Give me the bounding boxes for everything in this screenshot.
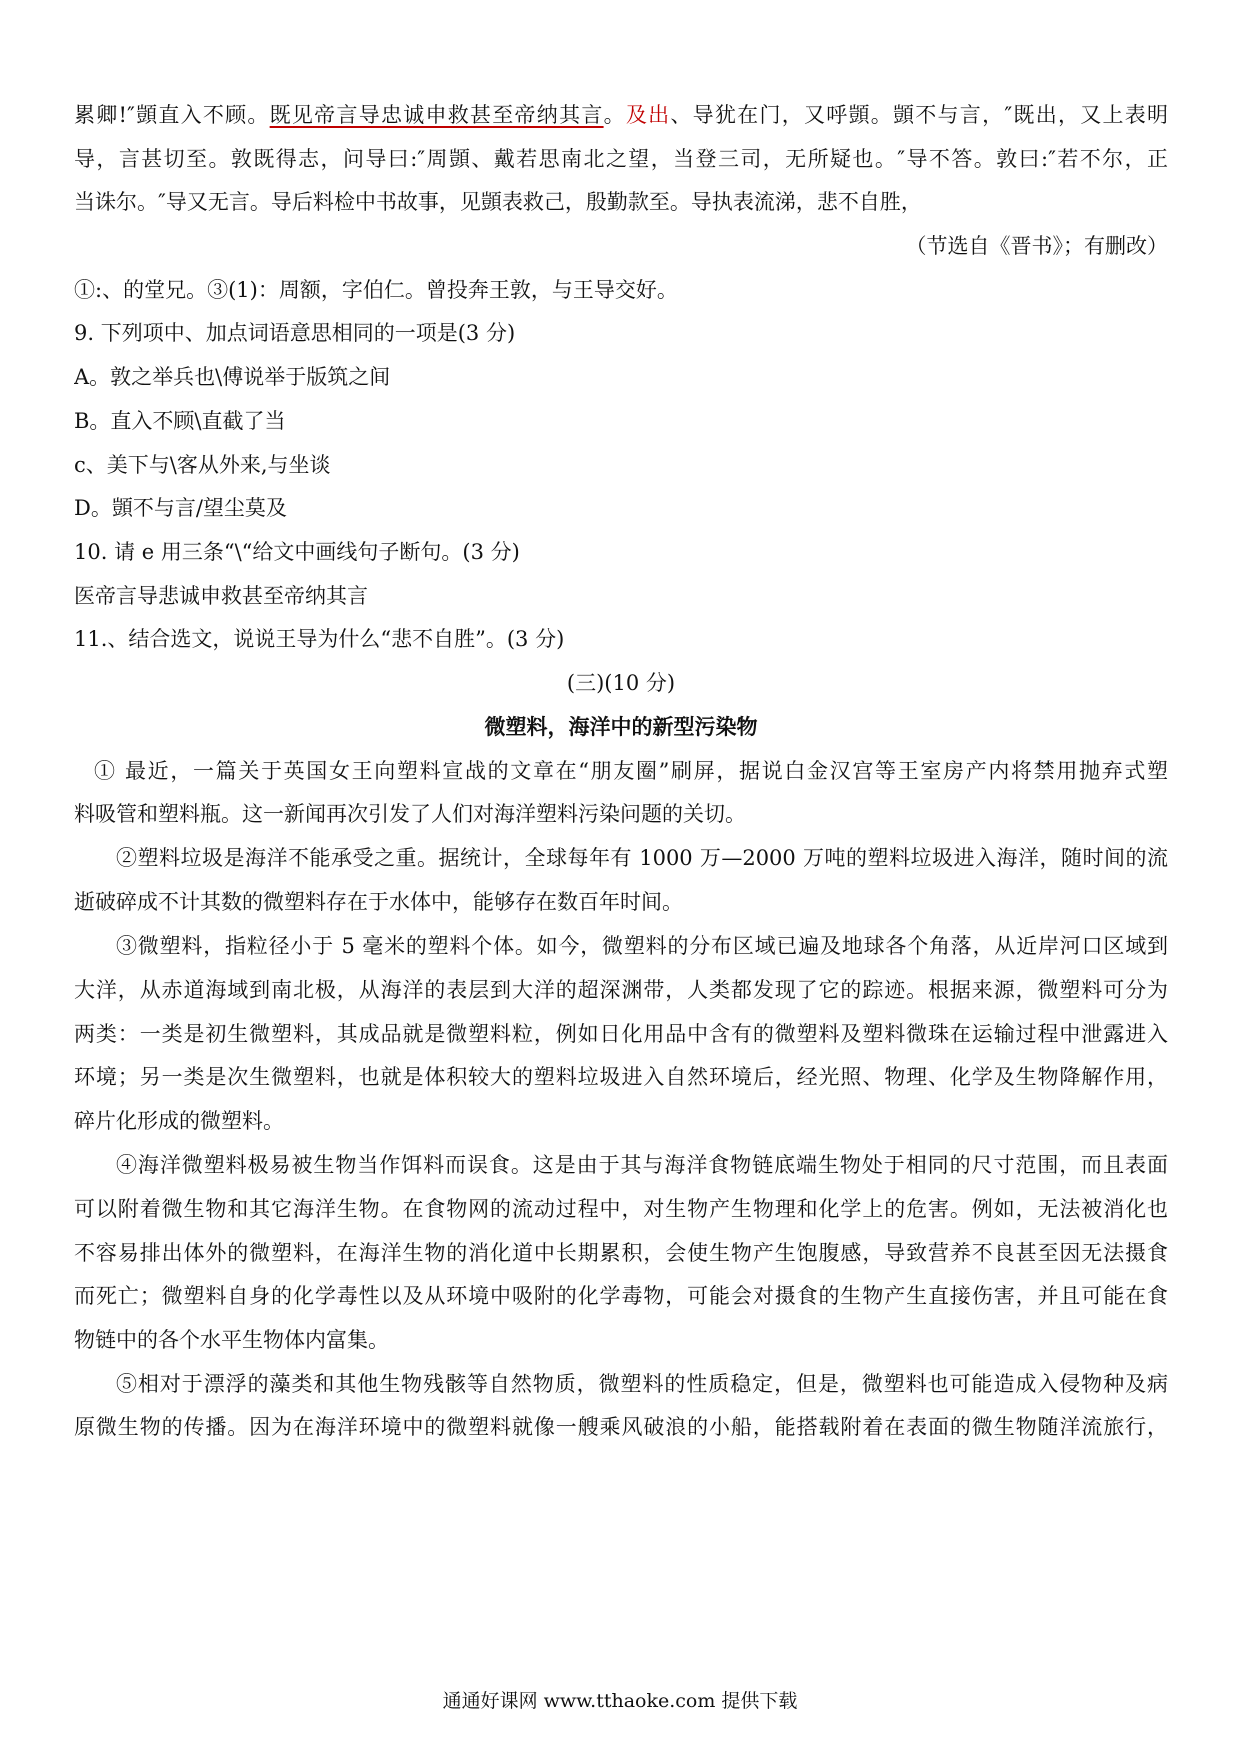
paragraph-3-line-2: 大洋，从赤道海域到南北极，从海洋的表层到大洋的超深渊带，人类都发现了它的踪迹。根据来源，微塑料可分为 [74, 978, 1168, 1002]
paragraph-3-line-5: 碎片化形成的微塑料。 [74, 1109, 284, 1133]
paragraph-4-line-3: 不容易排出体外的微塑料，在海洋生物的消化道中长期累积，会使生物产生饱腹感，导致营养不良甚至因无法摄食 [74, 1241, 1168, 1265]
red-marked-text: 及出 [625, 103, 671, 127]
paragraph-4-line-1: ④海洋微塑料极易被生物当作饵料而误食。这是由于其与海洋食物链底端生物处于相同的尺寸范围，而且表面 [116, 1153, 1168, 1177]
text-run: 。 [603, 103, 626, 127]
question-9: 9. 下列项中、加点词语意思相同的一项是(3 分) [74, 321, 516, 345]
question-9-option-d: D。顗不与言/望尘莫及 [74, 496, 287, 520]
paragraph-4-line-4: 而死亡；微塑料自身的化学毒性以及从环境中吸附的化学毒物，可能会对摄食的生物产生直接伤害，并且可能在食 [74, 1284, 1168, 1308]
paragraph-4-line-5: 物链中的各个水平生物体内富集。 [74, 1328, 389, 1352]
paragraph-1-line-2: 料吸管和塑料瓶。这一新闻再次引发了人们对海洋塑料污染问题的关切。 [74, 802, 746, 826]
text-run: 累卿!″顗直入不顾。 [74, 103, 270, 127]
page-footer: 通通好课网 www.tthaoke.com 提供下载 [442, 1690, 798, 1712]
article-title: 微塑料，海洋中的新型污染物 [484, 714, 758, 739]
source-citation: （节选自《晋书》；有删改） [905, 234, 1168, 258]
paragraph-3-line-1: ③微塑料，指粒径小于 5 毫米的塑料个体。如今，微塑料的分布区域已遍及地球各个角落，从近岸河口区域到 [116, 934, 1168, 958]
paragraph-1-line-1: ① 最近，一篇关于英国女王向塑料宣战的文章在“朋友圈”刷屏，据说白金汉宫等王室房产内将禁用抛弃式塑 [94, 759, 1168, 783]
underlined-sentence: 既见帝言导忠诚申救甚至帝纳其言 [269, 103, 604, 127]
question-10: 10. 请 e 用三条“\“给文中画线句子断句。(3 分) [74, 540, 520, 564]
question-9-option-a: A。敦之举兵也\傅说举于版筑之间 [74, 365, 391, 389]
annotation-note: ①:、的堂兄。③(1)：周额，字伯仁。曾投奔王敦，与王导交好。 [74, 278, 678, 302]
passage-line-2: 导，言甚切至。敦既得志，问导曰:″周顗、戴若思南北之望，当登三司，无所疑也。″导不答。敦曰:″若不尔，正 [74, 147, 1168, 171]
question-9-option-b: B。直入不顾\直截了当 [74, 409, 286, 433]
paragraph-5-line-1: ⑤相对于漂浮的藻类和其他生物残骸等自然物质，微塑料的性质稳定，但是，微塑料也可能造成入侵物种及病 [116, 1372, 1168, 1396]
paragraph-4-line-2: 可以附着微生物和其它海洋生物。在食物网的流动过程中，对生物产生物理和化学上的危害。例如，无法被消化也 [74, 1197, 1168, 1221]
passage-line-3: 当诛尔。″导又无言。导后料检中书故事，见顗表救己，殷勤款至。导执表流涕，悲不自胜， [74, 190, 922, 214]
paragraph-2-line-2: 逝破碎成不计其数的微塑料存在于水体中，能够存在数百年时间。 [74, 890, 683, 914]
question-10-sentence: 医帝言导悲诚申救甚至帝纳其言 [74, 584, 368, 608]
paragraph-2-line-1: ②塑料垃圾是海洋不能承受之重。据统计，全球每年有 1000 万—2000 万吨的塑料垃圾进入海洋，随时间的流 [116, 846, 1168, 870]
paragraph-3-line-4: 环境；另一类是次生微塑料，也就是体积较大的塑料垃圾进入自然环境后，经光照、物理、化学及生物降解作用， [74, 1065, 1168, 1089]
passage-line-1 [74, 100, 1168, 130]
section-heading: (三)(10 分) [566, 671, 676, 695]
question-9-option-c: c、美下与\客从外来,与坐谈 [74, 453, 331, 477]
question-11: 11.、结合选文，说说王导为什么“悲不自胜”。(3 分) [74, 627, 565, 651]
paragraph-5-line-2: 原微生物的传播。因为在海洋环境中的微塑料就像一艘乘风破浪的小船，能搭载附着在表面的微生物随洋流旅行， [74, 1415, 1168, 1439]
paragraph-3-line-3: 两类：一类是初生微塑料，其成品就是微塑料粒，例如日化用品中含有的微塑料及塑料微珠在运输过程中泄露进入 [74, 1022, 1168, 1046]
text-run: 、导犹在门，又呼顗。顗不与言，″既出，又上表明 [670, 103, 1168, 127]
